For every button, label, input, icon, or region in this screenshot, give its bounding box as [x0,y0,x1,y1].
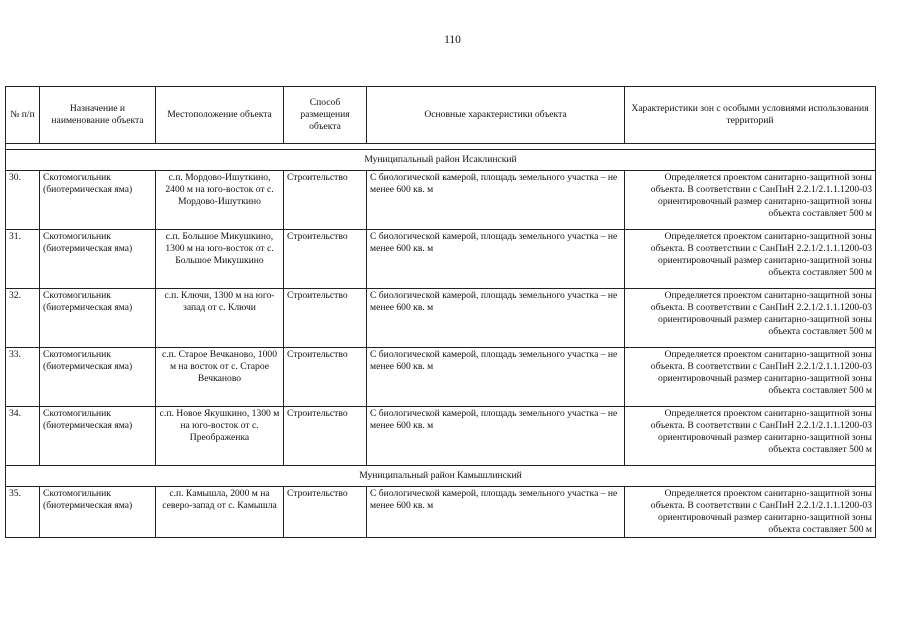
row-characteristics: С биологической камерой, площадь земельного участка – не менее 600 кв. м [367,171,625,230]
row-num: 30. [6,171,40,230]
table-row [6,487,876,538]
row-name: Скотомогильник (биотермическая яма) [40,230,156,289]
header-method: Способ размещения объекта [284,87,367,144]
table-row [6,407,876,466]
header-name: Назначение и наименование объекта [40,87,156,144]
row-method: Строительство [284,289,367,348]
row-num: 32. [6,289,40,348]
row-zones: Определяется проектом санитарно-защитной зоны объекта. В соответствии с СанПиН 2.2.1/2.1.1.1200-03 ориентировочный размер санитарно-защитной зоны объекта составляет 500 м [625,348,876,407]
row-characteristics: С биологической камерой, площадь земельного участка – не менее 600 кв. м [367,289,625,348]
row-method: Строительство [284,407,367,466]
row-characteristics: С биологической камерой, площадь земельного участка – не менее 600 кв. м [367,348,625,407]
row-location: с.п. Новое Якушкино, 1300 м на юго-восток от с. Преображенка [156,407,284,466]
row-location: с.п. Большое Микушкино, 1300 м на юго-восток от с. Большое Микушкино [156,230,284,289]
row-zones: Определяется проектом санитарно-защитной зоны объекта. В соответствии с СанПиН 2.2.1/2.1.1.1200-03 ориентировочный размер санитарно-защитной зоны объекта составляет 500 м [625,289,876,348]
row-method: Строительство [284,348,367,407]
row-num: 34. [6,407,40,466]
row-location: с.п. Старое Вечканово, 1000 м на восток от с. Старое Вечканово [156,348,284,407]
header-num: № п/п [6,87,40,144]
row-method: Строительство [284,487,367,538]
table-row [6,171,876,230]
row-name: Скотомогильник (биотермическая яма) [40,487,156,538]
table-row [6,348,876,407]
row-num: 31. [6,230,40,289]
row-method: Строительство [284,230,367,289]
row-characteristics: С биологической камерой, площадь земельного участка – не менее 600 кв. м [367,487,625,538]
district-row [6,150,876,171]
header-characteristics: Основные характеристики объекта [367,87,625,144]
row-characteristics: С биологической камерой, площадь земельного участка – не менее 600 кв. м [367,230,625,289]
table-header-row [6,87,876,144]
row-zones: Определяется проектом санитарно-защитной зоны объекта. В соответствии с СанПиН 2.2.1/2.1.1.1200-03 ориентировочный размер санитарно-защитной зоны объекта составляет 500 м [625,487,876,538]
row-location: с.п. Ключи, 1300 м на юго-запад от с. Ключи [156,289,284,348]
row-name: Скотомогильник (биотермическая яма) [40,407,156,466]
objects-table [5,86,876,538]
row-num: 35. [6,487,40,538]
table-row [6,230,876,289]
header-zones: Характеристики зон с особыми условиями использования территорий [625,87,876,144]
row-name: Скотомогильник (биотермическая яма) [40,348,156,407]
row-zones: Определяется проектом санитарно-защитной зоны объекта. В соответствии с СанПиН 2.2.1/2.1.1.1200-03 ориентировочный размер санитарно-защитной зоны объекта составляет 500 м [625,230,876,289]
table-row [6,289,876,348]
row-name: Скотомогильник (биотермическая яма) [40,289,156,348]
page-number: 110 [444,34,461,46]
row-num: 33. [6,348,40,407]
row-location: с.п. Мордово-Ишуткино, 2400 м на юго-восток от с. Мордово-Ишуткино [156,171,284,230]
district-row [6,466,876,487]
district-title: Муниципальный район Исаклинский [6,150,876,171]
row-name: Скотомогильник (биотермическая яма) [40,171,156,230]
row-zones: Определяется проектом санитарно-защитной зоны объекта. В соответствии с СанПиН 2.2.1/2.1.1.1200-03 ориентировочный размер санитарно-защитной зоны объекта составляет 500 м [625,171,876,230]
district-title: Муниципальный район Камышлинский [6,466,876,487]
row-zones: Определяется проектом санитарно-защитной зоны объекта. В соответствии с СанПиН 2.2.1/2.1.1.1200-03 ориентировочный размер санитарно-защитной зоны объекта составляет 500 м [625,407,876,466]
row-method: Строительство [284,171,367,230]
header-location: Местоположение объекта [156,87,284,144]
row-location: с.п. Камышла, 2000 м на северо-запад от с. Камышла [156,487,284,538]
row-characteristics: С биологической камерой, площадь земельного участка – не менее 600 кв. м [367,407,625,466]
